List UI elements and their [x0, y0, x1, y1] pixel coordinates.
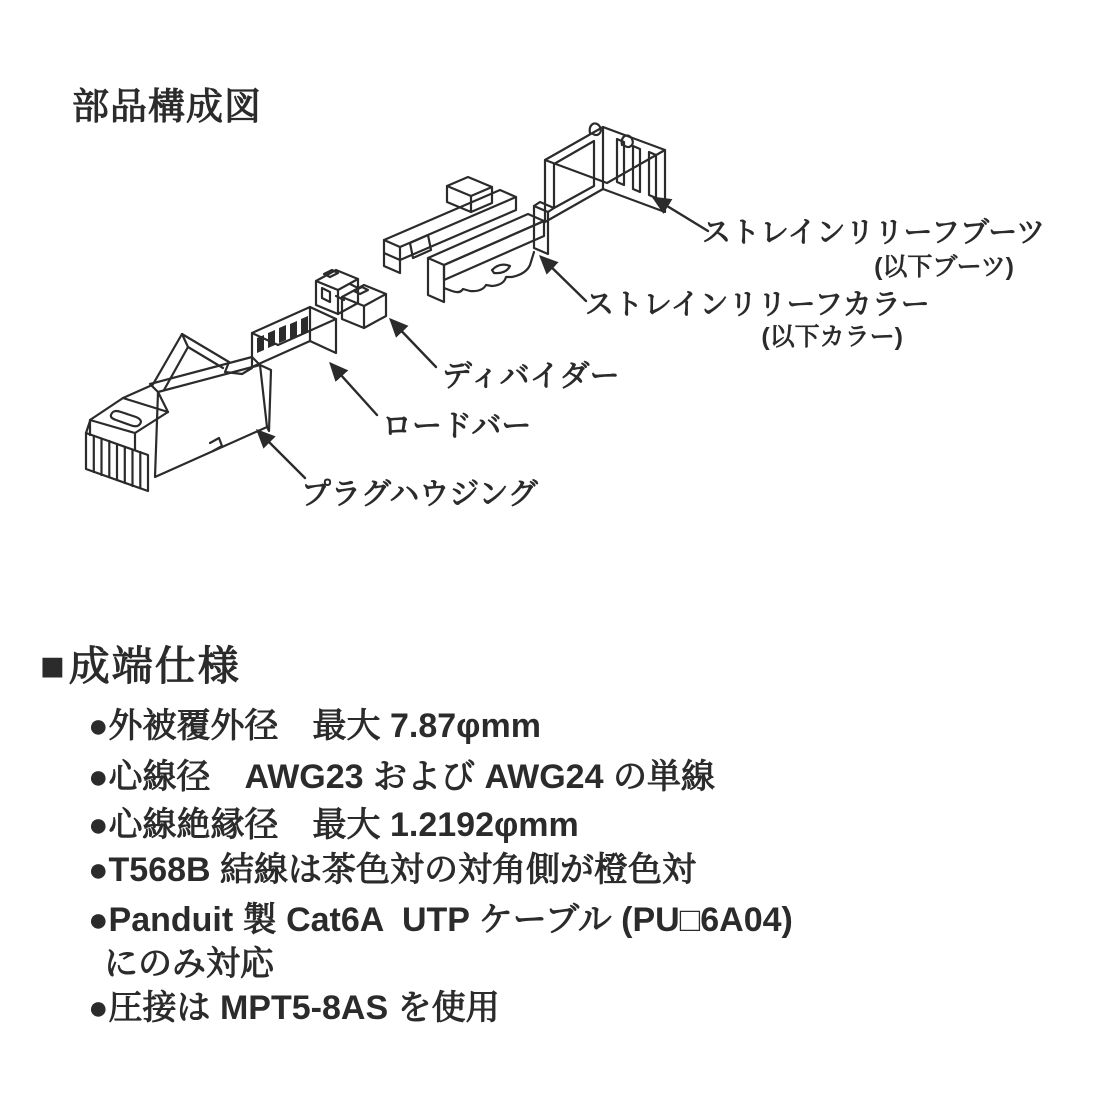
label-plug-housing: プラグハウジング	[301, 478, 538, 511]
spec-item-insulation-od: ●心線絶縁径 最大 1.2192φmm	[88, 806, 579, 844]
sublabel-strain-relief-boot: (以下ブーツ)	[874, 253, 1014, 281]
spec-item-conductor-gauge: ●心線径 AWG23 および AWG24 の単線	[88, 758, 715, 796]
spec-section-title	[40, 633, 241, 692]
label-strain-relief-boot: ストレインリリーフブーツ	[702, 217, 1046, 249]
sublabel-strain-relief-collar: (以下カラー)	[761, 323, 903, 351]
strain-relief-boot-drawing	[545, 123, 665, 222]
spec-section-title-text: 成端仕様	[68, 643, 241, 689]
spec-item-t568b-wiring: ●T568B 結線は茶色対の対角側が橙色対	[88, 851, 697, 889]
spec-item-crimp-tool: ●圧接は MPT5-8AS を使用	[88, 989, 500, 1027]
strain-relief-collar-drawing	[384, 177, 554, 302]
label-load-bar: ロードバー	[382, 410, 532, 443]
plug-housing-drawing	[86, 334, 271, 491]
leader-arrow-collar	[541, 257, 586, 301]
section-square-marker: ■	[40, 643, 67, 689]
label-divider: ディバイダー	[442, 360, 620, 393]
diagram-title: 部品構成図	[72, 86, 262, 127]
divider-drawing	[316, 270, 386, 328]
leader-arrow-plug-housing	[258, 431, 305, 478]
label-strain-relief-collar: ストレインリリーフカラー	[585, 289, 930, 321]
leader-arrow-boot	[654, 198, 708, 231]
spec-item-cable-compat: ●Panduit 製 Cat6A UTP ケーブル (PU□6A04)	[88, 901, 793, 939]
load-bar-drawing	[252, 307, 336, 367]
leader-arrow-load-bar	[331, 364, 377, 415]
spec-item-jacket-od: ●外被覆外径 最大 7.87φmm	[88, 707, 541, 745]
spec-item-cable-compat-cont: にのみ対応	[104, 945, 274, 983]
leader-arrow-divider	[391, 320, 436, 367]
